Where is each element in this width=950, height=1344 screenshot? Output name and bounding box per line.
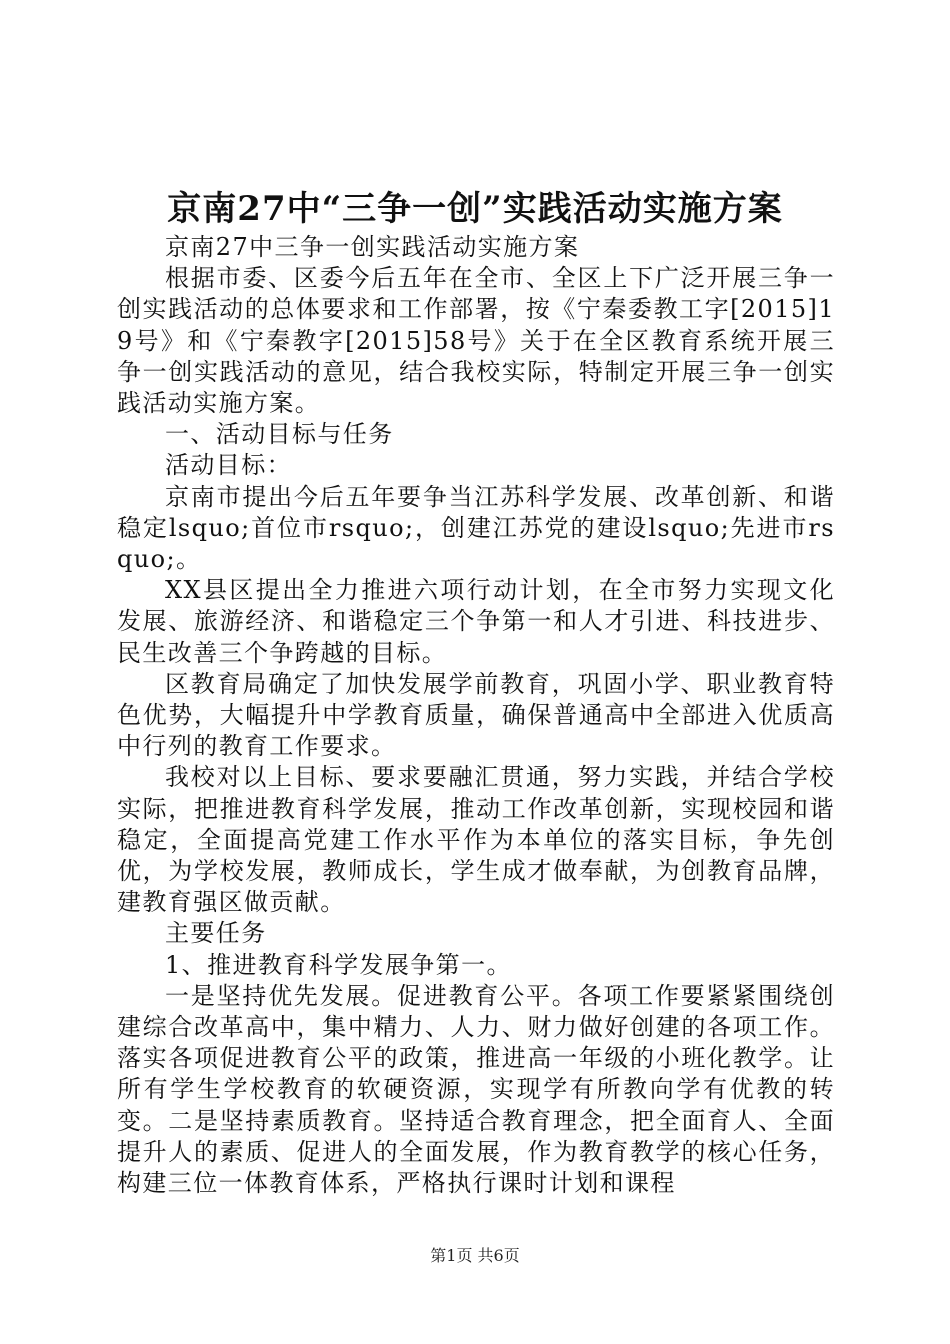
document-title: 京南27中“三争一创”实践活动实施方案 [167, 189, 783, 229]
task-item-1: 1、推进教育科学发展争第一。 [165, 950, 512, 979]
paragraph-county-goal: XX县区提出全力推进六项行动计划，在全市努力实现文化发展、旅游经济、和谐稳定三个争第一和人才引进、科技进步、民生改善三个争跨越的目标。 [117, 576, 835, 667]
paragraph-city-goal: 京南市提出今后五年要争当江苏科学发展、改革创新、和谐稳定lsquo;首位市rsquo;，创建江苏党的建设lsquo;先进市rsquo;。 [117, 482, 835, 574]
subheading-goals: 活动目标： [165, 451, 292, 480]
paragraph-bureau-goal: 区教育局确定了加快发展学前教育，巩固小学、职业教育特色优势，大幅提升中学教育质量，确保普通高中全部进入优质高中行列的教育工作要求。 [117, 669, 835, 761]
paragraph-subtitle: 京南27中三争一创实践活动实施方案 [165, 233, 580, 261]
subheading-main-tasks: 主要任务 [165, 919, 267, 948]
section-heading-goals-tasks: 一、活动目标与任务 [165, 420, 394, 449]
paragraph-intro: 根据市委、区委今后五年在全市、全区上下广泛开展三争一创实践活动的总体要求和工作部署，按《宁秦委教工字[2015]19号》和《宁秦教字[2015]58号》关于在全区教育系统开展三争一创实践活动的意见，结合我校实际，特制定开展三争一创实践活动实施方案。 [117, 264, 835, 418]
document-body [117, 232, 835, 1199]
paragraph-task-1-detail: 一是坚持优先发展。促进教育公平。各项工作要紧紧围绕创建综合改革高中，集中精力、人力、财力做好创建的各项工作。落实各项促进教育公平的政策，推进高一年级的小班化教学。让所有学生学校教育的软硬资源，实现学有所教向学有优教的转变。二是坚持素质教育。坚持适合教育理念，把全面育人、全面提升人的素质、促进人的全面发展，作为教育教学的核心任务，构建三位一体教育体系，严格执行课时计划和课程 [117, 981, 835, 1198]
paragraph-school-goal: 我校对以上目标、要求要融汇贯通，努力实践，并结合学校实际，把推进教育科学发展，推动工作改革创新，实现校园和谐稳定，全面提高党建工作水平作为本单位的落实目标，争先创优，为学校发展，教师成长，学生成才做奉献，为创教育品牌，建教育强区做贡献。 [117, 763, 835, 917]
page-number-footer: 第1页 共6页 [430, 1246, 520, 1265]
